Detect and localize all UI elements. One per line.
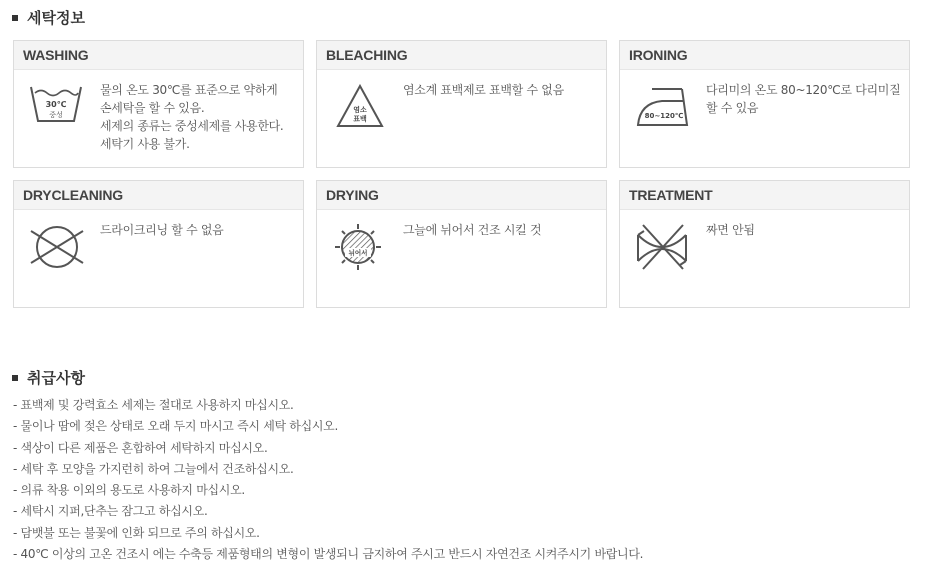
square-bullet-icon [12,375,18,381]
care-card-drying [316,180,607,308]
handling-title-text: 취급사항 [27,369,85,387]
card-description [403,221,603,239]
care-card-ironing [619,40,910,168]
dry-in-shade-icon [331,221,389,273]
bleach-label-top: 염소 [353,106,367,114]
laundry-section-title [12,7,85,28]
description-line: 세탁기 사용 불가. [100,137,190,151]
card-heading: BLEACHING [317,41,606,70]
wash-temp-label: 30℃ [45,100,67,109]
list-item: - 세탁시 지퍼,단추는 잠그고 하십시오. [13,504,208,519]
list-item: - 세탁 후 모양을 가지런히 하여 그늘에서 건조하십시오. [13,461,294,476]
wash-detergent-label: 중성 [49,111,63,119]
care-card-washing [13,40,304,168]
list-item: - 색상이 다른 제품은 혼합하여 세탁하지 마십시오. [13,440,268,455]
description-line: 그늘에 뉘어서 건조 시킬 것 [403,223,542,237]
description-line: 할 수 있음 [706,101,759,115]
description-line: 세제의 종류는 중성세제를 사용한다. [100,119,284,133]
card-heading: DRYCLEANING [14,181,303,210]
list-item: - 의류 착용 이외의 용도로 사용하지 마십시오. [13,483,245,498]
iron-icon [634,81,692,133]
description-line: 염소계 표백제로 표백할 수 없음 [403,83,564,97]
iron-temp-label: 80~120℃ [644,112,684,120]
no-wring-icon [634,221,692,273]
card-description [403,81,603,99]
dry-label: 뉘어서 [348,249,368,257]
list-item: - 물이나 땀에 젖은 상태로 오래 두지 마시고 즉시 세탁 하십시오. [13,419,338,434]
description-line: 짜면 안됨 [706,223,755,237]
handling-notes-list [13,395,643,565]
list-item: - 표백제 및 강력효소 세제는 절대로 사용하지 마십시오. [13,398,294,412]
care-card-bleaching [316,40,607,168]
list-item: - 40℃ 이상의 고온 건조시 에는 수축등 제품형태의 변형이 발생되니 금지하여 주시고 반드시 자연건조 시켜주시기 바랍니다. [13,547,644,562]
card-heading: TREATMENT [620,181,909,210]
list-item: - 담뱃불 또는 불꽃에 인화 되므로 주의 하십시오. [13,525,260,540]
care-card-drycleaning [13,180,304,308]
description-line: 물의 온도 30℃를 표준으로 약하게 [100,83,278,97]
card-heading: WASHING [14,41,303,70]
square-bullet-icon [12,15,18,21]
bleach-label-bottom: 표백 [353,115,367,123]
care-symbol-grid [13,40,912,310]
card-description [706,221,906,239]
wash-basin-icon [28,81,86,133]
bleach-triangle-icon [331,81,389,133]
care-card-treatment [619,180,910,308]
no-dryclean-icon [28,221,86,273]
handling-section-title [12,367,85,388]
description-line: 다리미의 온도 80~120℃로 다리미질 [706,83,901,97]
description-line: 드라이크리닝 할 수 없음 [100,223,224,237]
card-description [706,81,906,117]
card-heading: DRYING [317,181,606,210]
card-heading: IRONING [620,41,909,70]
card-description [100,221,300,239]
laundry-title-text: 세탁정보 [27,9,85,27]
description-line: 손세탁을 할 수 있음. [100,101,205,115]
card-description [100,81,300,153]
